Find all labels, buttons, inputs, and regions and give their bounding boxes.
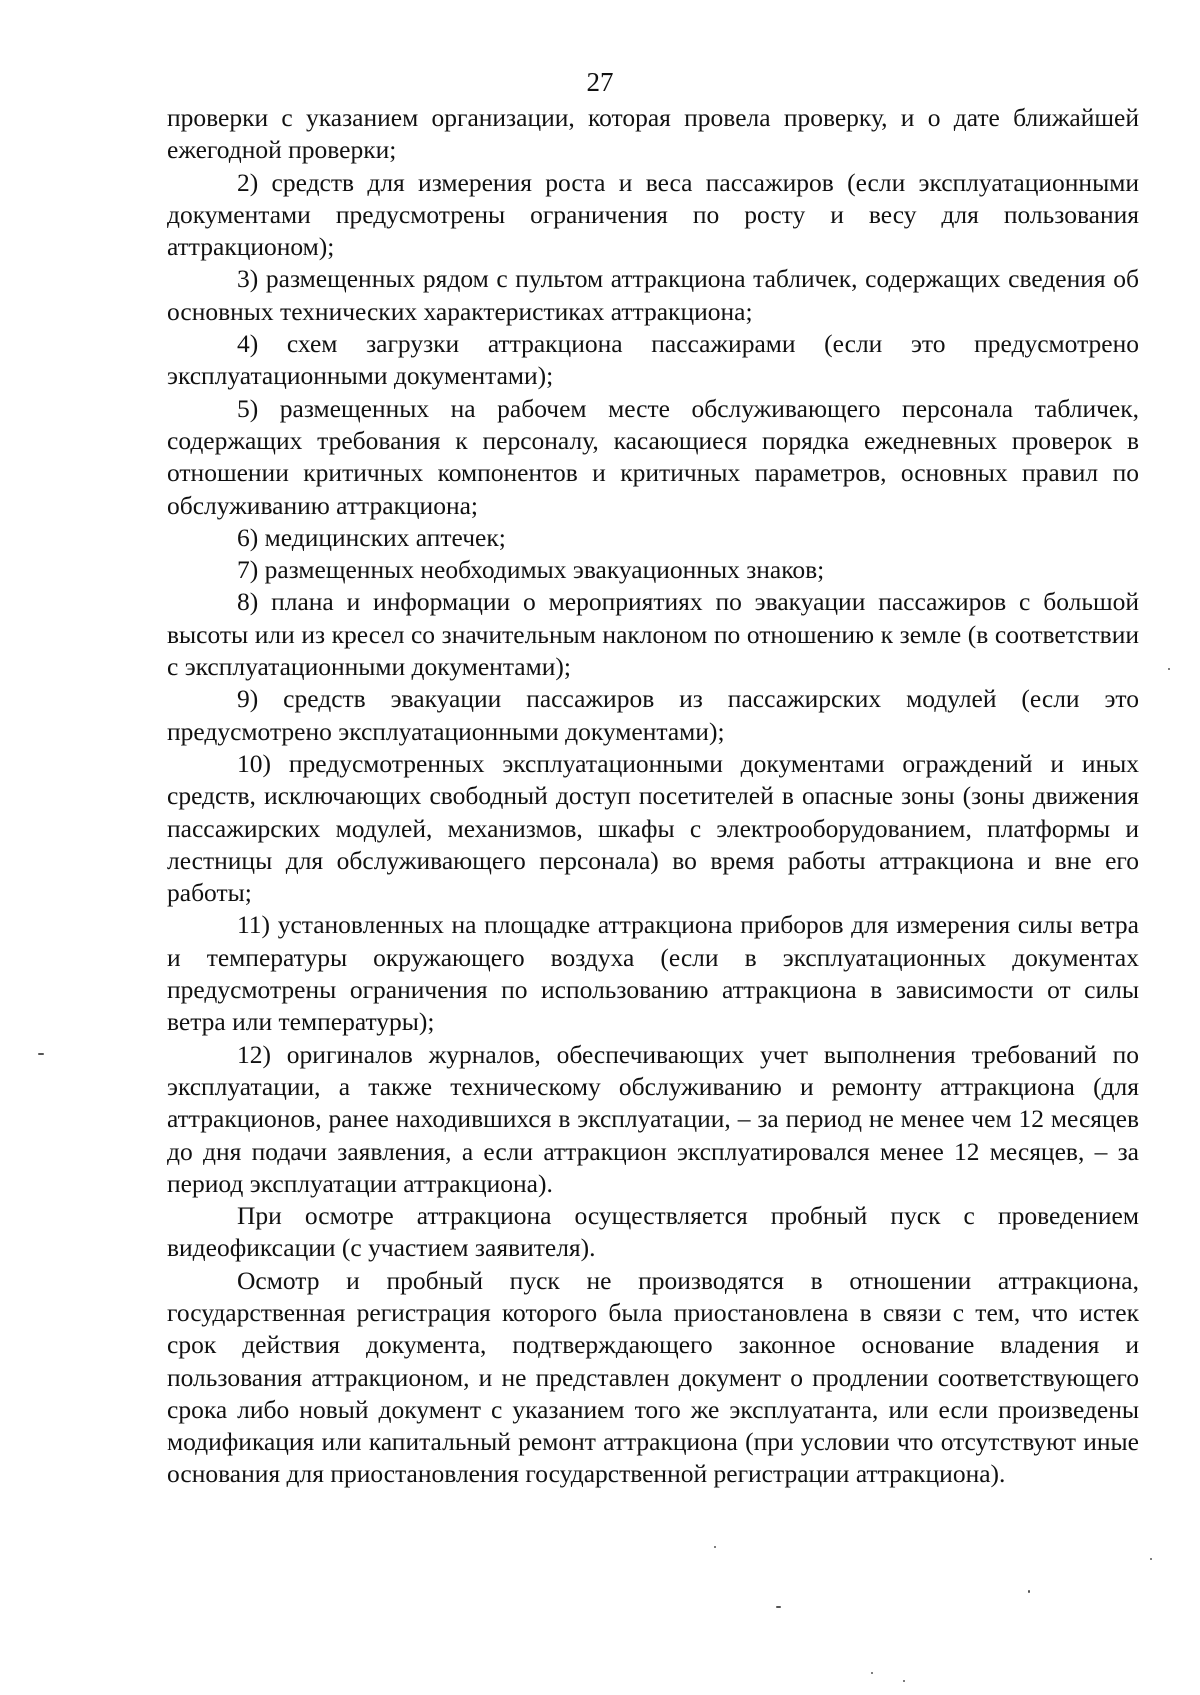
list-item-8: 8) плана и информации о мероприятиях по эвакуации пассажиров с большой высоты или из кресел со значительным наклоном по отношению к земле (в соответствии с эксплуатационными документами); xyxy=(167,587,1139,682)
scan-speck xyxy=(38,1053,44,1055)
scan-speck xyxy=(776,1606,781,1608)
list-item-11: 11) установленных на площадке аттракциона приборов для измерения силы ветра и температуры окружающего воздуха (если в эксплуатационных документах предусмотрены ограничения по использованию аттракциона в зависимости от силы ветра или температуры); xyxy=(167,910,1139,1037)
list-item-6: 6) медицинских аптечек; xyxy=(237,522,506,552)
list-item-4: 4) схем загрузки аттракциона пассажирами (если это предусмотрено эксплуатационными документами); xyxy=(167,329,1139,391)
paragraph-inspection-exceptions: Осмотр и пробный пуск не производятся в отношении аттракциона, государственная регистрация которого была приостановлена в связи с тем, что истек срок действия документа, подтверждающего законное основание владения и пользования аттракционом, и не представлен документ о продлении соответствующего срока либо новый документ с указанием того же эксплуатанта, или если произведены модификация или капитальный ремонт аттракциона (при условии что отсутствуют иные основания для приостановления государственной регистрации аттракциона). xyxy=(167,1265,1139,1489)
scan-speck xyxy=(903,1680,905,1682)
paragraph-trial-run: При осмотре аттракциона осуществляется пробный пуск с проведением видеофиксации (с участием заявителя). xyxy=(167,1201,1139,1263)
list-item-7: 7) размещенных необходимых эвакуационных знаков; xyxy=(237,555,825,585)
list-item-5: 5) размещенных на рабочем месте обслуживающего персонала табличек, содержащих требования к персоналу, касающиеся порядка ежедневных проверок в отношении критичных компонентов и критичных параметров, основных правил по обслуживанию аттракциона; xyxy=(167,393,1139,520)
body-text xyxy=(167,102,1139,1491)
list-item-3: 3) размещенных рядом с пультом аттракциона табличек, содержащих сведения об основных технических характеристиках аттракциона; xyxy=(167,264,1139,326)
page-number: 27 xyxy=(586,67,614,97)
scan-speck xyxy=(1028,1590,1030,1593)
list-item-10: 10) предусмотренных эксплуатационными документами ограждений и иных средств, исключающих свободный доступ посетителей в опасные зоны (зоны движения пассажирских модулей, механизмов, шкафы с электрооборудованием, платформы и лестницы для обслуживающего персонала) во время работы аттракциона и вне его работы; xyxy=(167,748,1139,908)
scan-speck xyxy=(1168,668,1170,670)
scan-speck xyxy=(1150,1558,1152,1560)
paragraph-continuation: проверки с указанием организации, которая провела проверку, и о дате ближайшей ежегодной проверки; xyxy=(167,103,1139,165)
list-item-12: 12) оригиналов журналов, обеспечивающих учет выполнения требований по эксплуатации, а также техническому обслуживанию и ремонту аттракциона (для аттракционов, ранее находившихся в эксплуатации, – за период не менее чем 12 месяцев до дня подачи заявления, а если аттракцион эксплуатировался менее 12 месяцев, – за период эксплуатации аттракциона). xyxy=(167,1039,1139,1198)
list-item-2: 2) средств для измерения роста и веса пассажиров (если эксплуатационными документами предусмотрены ограничения по росту и весу для пользования аттракционом); xyxy=(167,167,1139,262)
scan-speck xyxy=(871,1672,873,1674)
scan-speck xyxy=(714,1546,716,1548)
list-item-9: 9) средств эвакуации пассажиров из пассажирских модулей (если это предусмотрено эксплуатационными документами); xyxy=(167,684,1139,746)
